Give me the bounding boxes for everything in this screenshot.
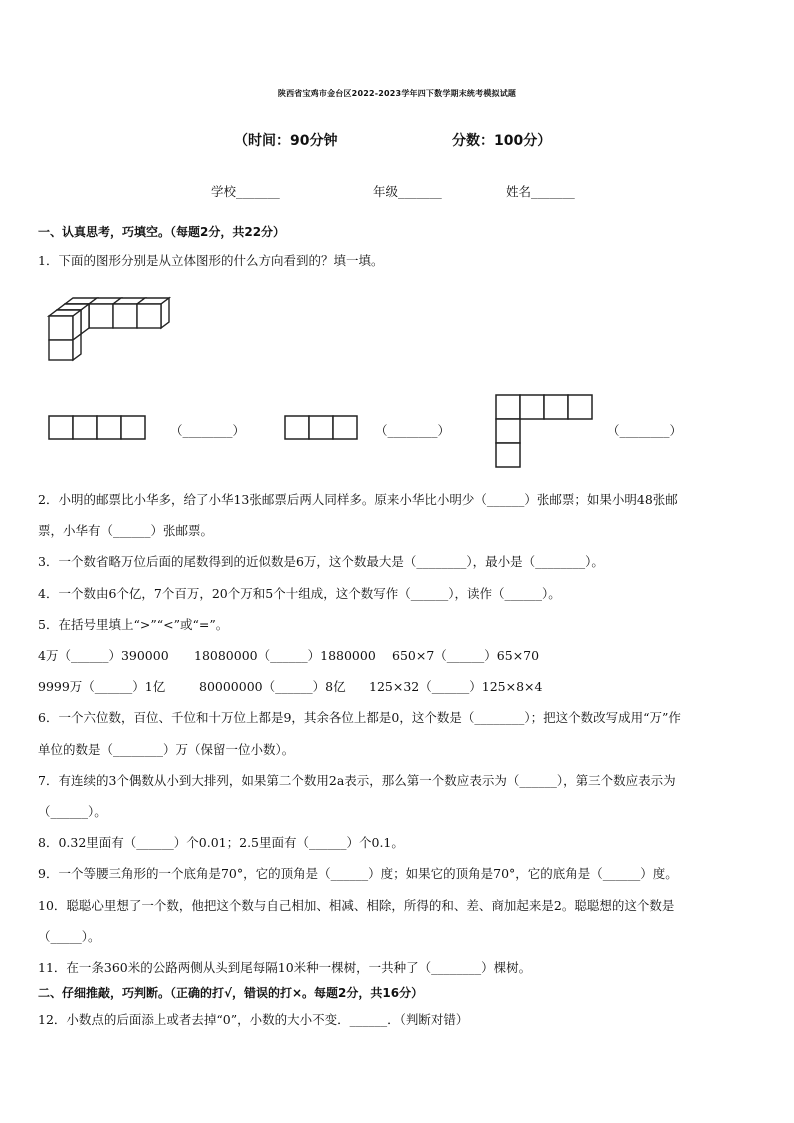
q5-item: 9999万（______）1亿: [38, 679, 166, 694]
question-2-line1: 2．小明的邮票比小华多，给了小华13张邮票后两人同样多。原来小华比小明少（______）张邮票；如果小明48张邮: [38, 492, 678, 507]
view-2-blank[interactable]: （________）: [375, 423, 451, 438]
school-field[interactable]: 学校_______: [211, 184, 280, 199]
view-1-blank[interactable]: （________）: [170, 423, 246, 438]
question-1: 1．下面的图形分别是从立体图形的什么方向看到的？填一填。: [38, 253, 384, 268]
question-11: 11．在一条360米的公路两侧从头到尾每隔10米种一棵树，一共种了（________）棵树。: [38, 960, 532, 975]
question-8: 8．0.32里面有（______）个0.01；2.5里面有（______）个0.1。: [38, 835, 404, 850]
question-2-line2: 票，小华有（______）张邮票。: [38, 523, 214, 538]
grade-field[interactable]: 年级_______: [373, 184, 442, 199]
q5-item: 18080000（______）1880000: [194, 648, 376, 663]
q5-item: 80000000（______）8亿: [199, 679, 346, 694]
question-3: 3．一个数省略万位后面的尾数得到的近似数是6万，这个数最大是（________），最小是（________）。: [38, 554, 604, 569]
question-7-line2: （______）。: [38, 804, 107, 819]
view-2: [284, 415, 360, 440]
question-5: 5．在括号里填上“>”“<”或“=”。: [38, 617, 229, 632]
page-title: 陕西省宝鸡市金台区2022-2023学年四下数学期末统考模拟试题: [277, 89, 517, 98]
view-3: [495, 394, 595, 468]
question-4: 4．一个数由6个亿，7个百万，20个万和5个十组成，这个数写作（______），读作（______）。: [38, 586, 561, 601]
question-9: 9．一个等腰三角形的一个底角是70°，它的顶角是（______）度；如果它的顶角是70°，它的底角是（______）度。: [38, 866, 678, 881]
exam-time: （时间：90分钟: [234, 133, 338, 149]
question-10-line2: （_____）。: [38, 929, 101, 944]
section-1-heading: 一、认真思考，巧填空。（每题2分，共22分）: [38, 225, 286, 239]
question-12: 12．小数点的后面添上或者去掉“0”，小数的大小不变．______．（判断对错）: [38, 1012, 469, 1027]
question-7-line1: 7．有连续的3个偶数从小到大排列，如果第二个数用2a表示，那么第一个数应表示为（______），第三个数应表示为: [38, 773, 676, 788]
view-3-blank[interactable]: （________）: [607, 423, 683, 438]
question-6-line2: 单位的数是（________）万（保留一位小数）。: [38, 742, 295, 757]
name-field[interactable]: 姓名_______: [506, 184, 575, 199]
exam-score: 分数：100分）: [452, 133, 552, 149]
solid-figure: [45, 298, 175, 364]
section-2-heading: 二、仔细推敲，巧判断。（正确的打√，错误的打×。每题2分，共16分）: [38, 986, 424, 1000]
view-1: [48, 415, 148, 440]
question-6-line1: 6．一个六位数，百位、千位和十万位上都是9，其余各位上都是0，这个数是（________）；把这个数改写成用“万”作: [38, 710, 681, 725]
q5-item: 650×7（______）65×70: [392, 648, 540, 663]
q5-item: 4万（______）390000: [38, 648, 169, 663]
q5-item: 125×32（______）125×8×4: [369, 679, 543, 694]
question-10-line1: 10．聪聪心里想了一个数，他把这个数与自己相加、相减、相除，所得的和、差、商加起来是2。聪聪想的这个数是: [38, 898, 675, 913]
